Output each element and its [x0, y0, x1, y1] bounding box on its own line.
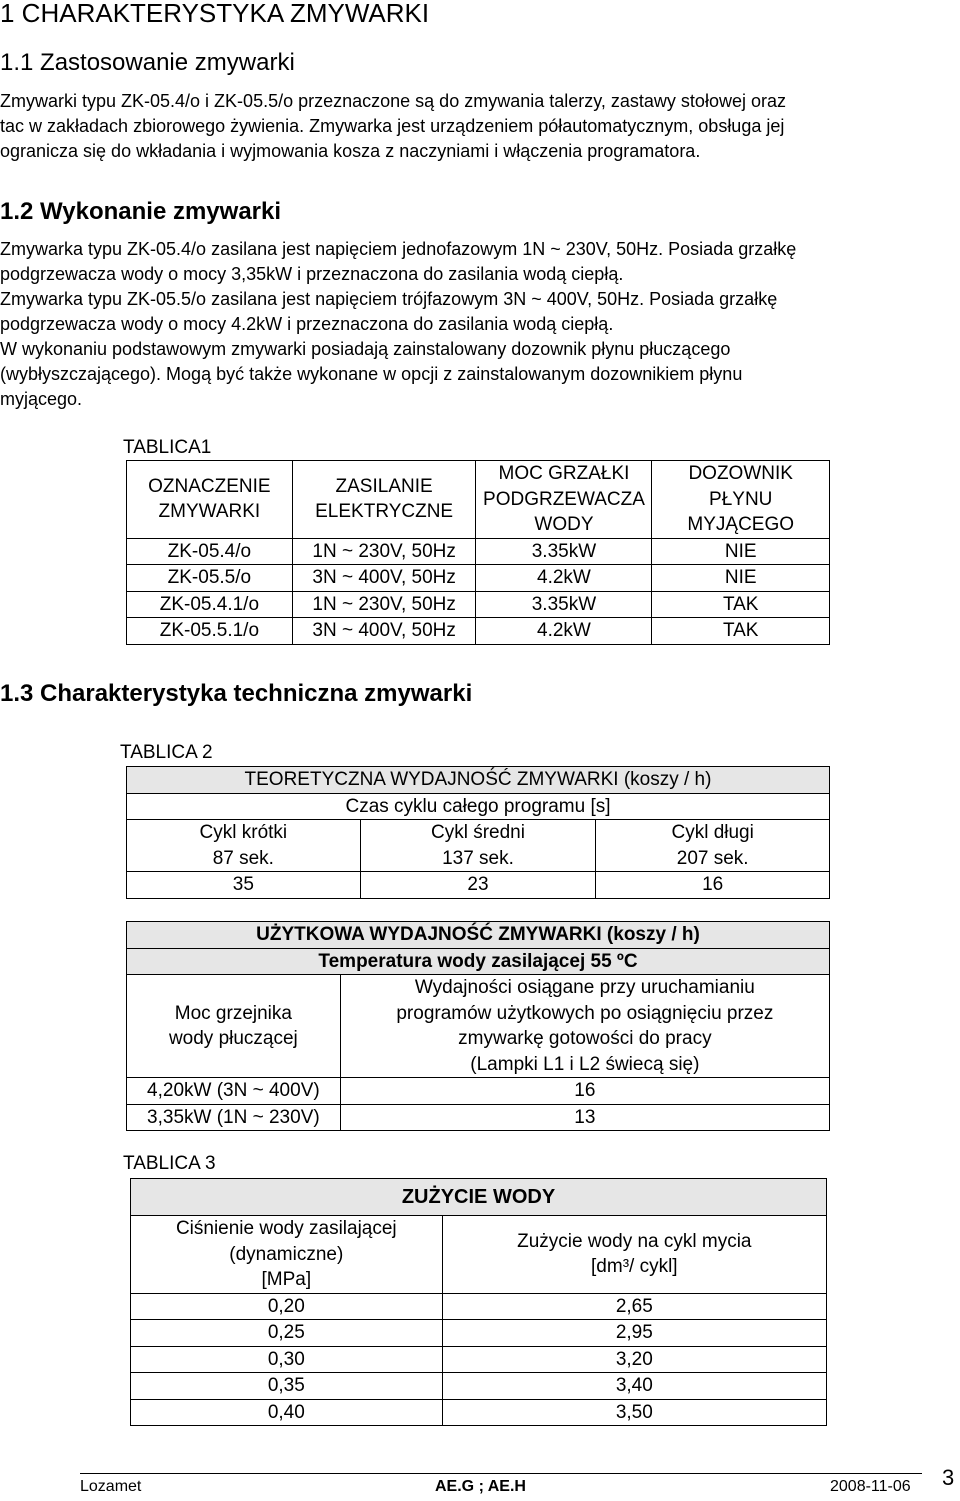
section-1-2-line: Zmywarka typu ZK-05.5/o zasilana jest napięciem trójfazowym 3N ~ 400V, 50Hz. Posiada grzałkę: [0, 289, 778, 309]
table1-header-cell: ZASILANIE ELEKTRYCZNE: [292, 461, 476, 539]
table3-cell: 0,25: [131, 1320, 443, 1347]
section-1-2-line: myjącego.: [0, 389, 83, 409]
table1-cell: 3.35kW: [476, 538, 652, 565]
section-1-2-line: (wybłyszczającego). Mogą być także wykonane w opcji z zainstalowanym dozownikiem płynu: [0, 364, 743, 384]
section-1-1-line: ogranicza się do wkładania i wyjmowania kosza z naczyniami i włączenia programatora.: [0, 141, 701, 161]
table3-cell: 0,35: [131, 1373, 443, 1400]
table1-cell: 3N ~ 400V, 50Hz: [292, 565, 476, 592]
table2-value: 16: [596, 872, 830, 899]
table1-cell: NIE: [652, 565, 830, 592]
table3-cell: 2,95: [442, 1320, 826, 1347]
table2-value: 35: [127, 872, 361, 899]
table-row: [127, 1078, 830, 1105]
table1-cell: ZK-05.4.1/o: [127, 591, 293, 618]
table-row: [127, 565, 830, 592]
table-row: [127, 618, 830, 645]
section-1-1-title: 1.1 Zastosowanie zmywarki: [0, 49, 295, 76]
table2b-title: UŻYTKOWA WYDAJNOŚĆ ZMYWARKI (koszy / h): [127, 922, 830, 949]
table3-cell: 3,50: [442, 1399, 826, 1426]
section-1-2-line: W wykonaniu podstawowym zmywarki posiadają zainstalowany dozownik płynu płuczącego: [0, 339, 731, 359]
table-row: [131, 1346, 827, 1373]
section-1-3-title: 1.3 Charakterystyka techniczna zmywarki: [0, 680, 473, 707]
chapter-heading: 1 CHARAKTERYSTYKA ZMYWARKI: [0, 0, 430, 28]
table3-label: TABLICA 3: [123, 1153, 216, 1174]
table2-title: TEORETYCZNA WYDAJNOŚĆ ZMYWARKI (koszy / h): [127, 767, 830, 794]
table-row: [131, 1293, 827, 1320]
table3-cell: 2,65: [442, 1293, 826, 1320]
table-row: [127, 1104, 830, 1131]
section-1-2-line: podgrzewacza wody o mocy 3,35kW i przeznaczona do zasilania wodą ciepłą.: [0, 264, 624, 284]
table1-cell: TAK: [652, 591, 830, 618]
table2b: [126, 921, 830, 1131]
table2-cycle-long: Cykl długi 207 sek.: [596, 820, 830, 872]
table1-cell: ZK-05.5/o: [127, 565, 293, 592]
table2b-cell: 13: [340, 1104, 829, 1131]
table3-cell: 3,20: [442, 1346, 826, 1373]
table2-label: TABLICA 2: [120, 742, 213, 763]
table1-cell: ZK-05.4/o: [127, 538, 293, 565]
table3: [130, 1178, 827, 1426]
section-1-1-line: Zmywarki typu ZK-05.4/o i ZK-05.5/o przeznaczone są do zmywania talerzy, zastawy stołowej oraz: [0, 91, 786, 111]
section-1-2-title: 1.2 Wykonanie zmywarki: [0, 198, 282, 225]
section-1-2-line: Zmywarka typu ZK-05.4/o zasilana jest napięciem jednofazowym 1N ~ 230V, 50Hz. Posiada grzałkę: [0, 239, 797, 259]
table3-cell: 0,40: [131, 1399, 443, 1426]
table3-col2-header: Zużycie wody na cykl mycia [dm³/ cykl]: [442, 1216, 826, 1294]
table2-value: 23: [360, 872, 596, 899]
table-row: [131, 1399, 827, 1426]
table-row: [131, 1320, 827, 1347]
footer-company: Lozamet: [80, 1478, 142, 1495]
table2-subtitle: Czas cyklu całego programu [s]: [127, 793, 830, 820]
table1-header-cell: MOC GRZAŁKI PODGRZEWACZA WODY: [476, 461, 652, 539]
table3-cell: 0,30: [131, 1346, 443, 1373]
table1-cell: 4.2kW: [476, 565, 652, 592]
table2b-cell: 4,20kW (3N ~ 400V): [127, 1078, 341, 1105]
table2b-cell: 3,35kW (1N ~ 230V): [127, 1104, 341, 1131]
table1-label: TABLICA1: [123, 437, 212, 458]
table1-cell: 4.2kW: [476, 618, 652, 645]
table-row: [131, 1373, 827, 1400]
table2b-subtitle: Temperatura wody zasilającej 55 ºC: [127, 948, 830, 975]
table2b-col1-header: Moc grzejnika wody płuczącej: [127, 975, 341, 1078]
table3-title: ZUŻYCIE WODY: [131, 1179, 827, 1216]
table1-cell: 1N ~ 230V, 50Hz: [292, 591, 476, 618]
footer-date: 2008-11-06: [830, 1478, 911, 1495]
table1-cell: 1N ~ 230V, 50Hz: [292, 538, 476, 565]
section-1-2-line: podgrzewacza wody o mocy 4.2kW i przeznaczona do zasilania wodą ciepłą.: [0, 314, 614, 334]
table1-header-cell: OZNACZENIE ZMYWARKI: [127, 461, 293, 539]
table1-cell: NIE: [652, 538, 830, 565]
table-row: [127, 872, 830, 899]
section-1-1-line: tac w zakładach zbiorowego żywienia. Zmywarka jest urządzeniem półautomatycznym, obsługa jej: [0, 116, 785, 136]
table-row: [127, 538, 830, 565]
page-number: 3: [942, 1465, 955, 1490]
table1-cell: 3N ~ 400V, 50Hz: [292, 618, 476, 645]
table2b-cell: 16: [340, 1078, 829, 1105]
table2-cycle-medium: Cykl średni 137 sek.: [360, 820, 596, 872]
table1-cell: ZK-05.5.1/o: [127, 618, 293, 645]
table3-cell: 0,20: [131, 1293, 443, 1320]
table1: [126, 460, 830, 645]
table2b-col2-header: Wydajności osiągane przy uruchamianiu programów użytkowych po osiągnięciu przez zmywarkę gotowości do pracy (Lampki L1 i L2 świecą się): [340, 975, 829, 1078]
table2: [126, 766, 830, 899]
table3-cell: 3,40: [442, 1373, 826, 1400]
table2-cycle-short: Cykl krótki 87 sek.: [127, 820, 361, 872]
footer-document-code: AE.G ; AE.H: [435, 1478, 526, 1495]
table-row: [127, 591, 830, 618]
table1-cell: 3.35kW: [476, 591, 652, 618]
table1-cell: TAK: [652, 618, 830, 645]
footer-rule: [80, 1473, 922, 1474]
table1-header-cell: DOZOWNIK PŁYNU MYJĄCEGO: [652, 461, 830, 539]
table3-col1-header: Ciśnienie wody zasilającej (dynamiczne) [MPa]: [131, 1216, 443, 1294]
